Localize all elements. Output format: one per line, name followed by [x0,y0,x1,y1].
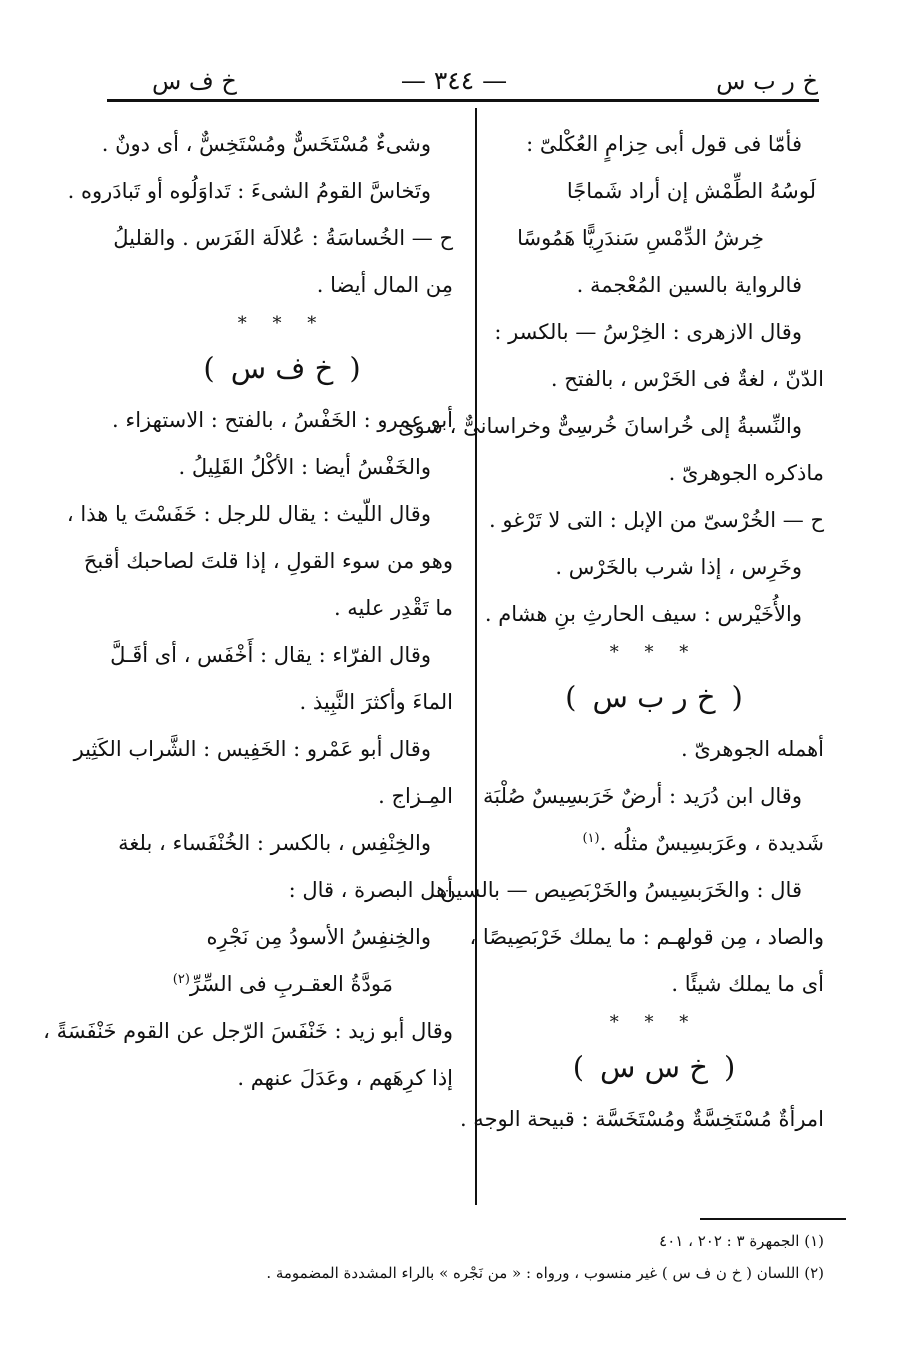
header-rule [107,99,819,102]
text-line: ما تَقْدِر عليه . [333,596,453,620]
text-line: أى ما يملك شيئًا . [671,972,824,996]
text-line: ح — الخُرْسىّ من الإبل : التى لا تَرْغو . [489,508,824,532]
text-line: الدّنّ ، لغةٌ فى الخَرْس ، بالفتح . [550,367,824,391]
text-line: وقال الازهرى : الخِرْسُ — بالكسر : [494,320,802,344]
entry-heading-text: خ س س [600,1050,708,1084]
text-line: وتَخاسَّ القومُ الشىءَ : تَداوَلُوه أو تَبادَروه . [67,179,431,203]
verse-line-content: مَودَّةُ العقـربِ فى السِّرِّ [189,972,393,996]
verse-line: لَوسُهُ الطِّمْش إن أراد شَماجًا [566,179,816,203]
entry-heading: (خ س س) [572,1050,736,1084]
verse-line: والخِنفِسُ الأسودُ مِن نَجْرِه [206,925,431,949]
text-line: والصاد ، مِن قولهـم : ما يملك خَرْبَصِيصًا ، [469,925,824,949]
text-line: وقال الفرّاء : يقال : أَخْفَس ، أى أقَـلَّ [110,643,431,667]
text-line: وقال أبو زيد : خَنْفَسَ الرّجل عن القوم خَنْفَسَةً ، [43,1019,453,1043]
section-separator: * * * [609,642,699,663]
text-line: فأمّا فى قول أبى حِزامٍ العُكْلىّ : [526,132,802,156]
section-separator: * * * [237,313,327,334]
text-line: وقال اللّيث : يقال للرجل : خَفَسْتَ يا هذا ، [66,502,431,526]
running-header-left: خ ف س [152,67,237,95]
text-line: وشىءٌ مُسْتَخَسٌّ ومُسْتَخِسٌّ ، أى دونٌ . [101,132,431,156]
footnote-marker: (٢) [172,972,190,987]
text-line: وقال ابن دُرَيد : أرضٌ خَرَبسِيسٌ صُلْبَة [483,784,802,808]
text-line: وهو من سوء القولِ ، إذا قلتَ لصاحبك أقبحَ [83,549,453,573]
text-line: الماءَ وأكثرَ النَّبِيذ . [299,690,453,714]
verse-line [111,961,453,1008]
text-line: المِـزاج . [378,784,453,808]
text-line: ح — الخُساسَةُ : عُلالَة الفَرَس . والقليلُ [113,226,453,250]
text-line: أهمله الجوهرىّ . [680,737,824,761]
entry-heading: (خ ف س) [203,351,361,385]
text-line: وخَرِس ، إذا شرب بالخَرْس . [555,555,802,579]
column-divider [475,108,477,1205]
text-line: إذا كرِهَهم ، وعَدَلَ عنهم . [237,1066,453,1090]
text-line: والأُخَيْرس : سيف الحارثِ بنِ هشام . [484,602,802,626]
text-line: ماذكره الجوهرىّ . [668,461,824,485]
footnote-marker: (١) [582,831,600,846]
page-number: — ٣٤٤ — [400,66,508,95]
footnote-1: (١) الجمهرة ٣ : ٢٠٢ ، ٤٠١ [659,1232,824,1250]
left-column [43,121,453,1102]
footnote-2: (٢) اللسان ( خ ن ف س ) غير منسوب ، ورواه : « من نَجْره » بالراء المشددة المضمومة . [266,1264,824,1282]
entry-heading: (خ ر ب س) [565,680,743,714]
text-line: والخَفْسُ أيضا : الأكْلُ القَلِيلُ . [178,455,431,479]
text-line: أهل البصرة ، قال : [288,878,453,902]
text-line: امرأةٌ مُسْتَخِسَّةٌ ومُسْتَخَسَّة : قبيحة الوجه . [459,1107,824,1131]
text-line: وقال أبو عَمْرو : الخَفِيس : الشَّراب الكَثِير [73,737,431,761]
verse-line: خِرشُ الدِّمْسِ سَندَرِيًّا هَمُوسًا [517,226,764,250]
text-line: مِن المال أيضا . [316,273,453,297]
text-line: والنِّسبةُ إلى خُراسانَ خُرسِىٌّ وخراسانىٌّ ، سوى [398,414,802,438]
section-separator: * * * [609,1012,699,1033]
text-line: قال : والخَرَبسِيسُ والخَرْبَصِيص — بالسين [440,878,802,902]
text-line: فالرواية بالسين المُعْجمة . [576,273,802,297]
text-line: والخِنْفِس ، بالكسر : الخُنْفَساء ، بلغة [118,831,431,855]
text-line [484,820,824,867]
footnote-rule [700,1218,846,1220]
entry-heading-text: خ ر ب س [592,680,716,714]
text-line: أبو عمرو : الخَفْسُ ، بالفتح : الاستهزاء . [112,408,453,432]
running-header-right: خ ر ب س [716,67,818,95]
text-line-content: شَديدة ، وعَرَبسِيسٌ مثلُه . [599,831,824,855]
entry-heading-text: خ ف س [230,351,334,385]
